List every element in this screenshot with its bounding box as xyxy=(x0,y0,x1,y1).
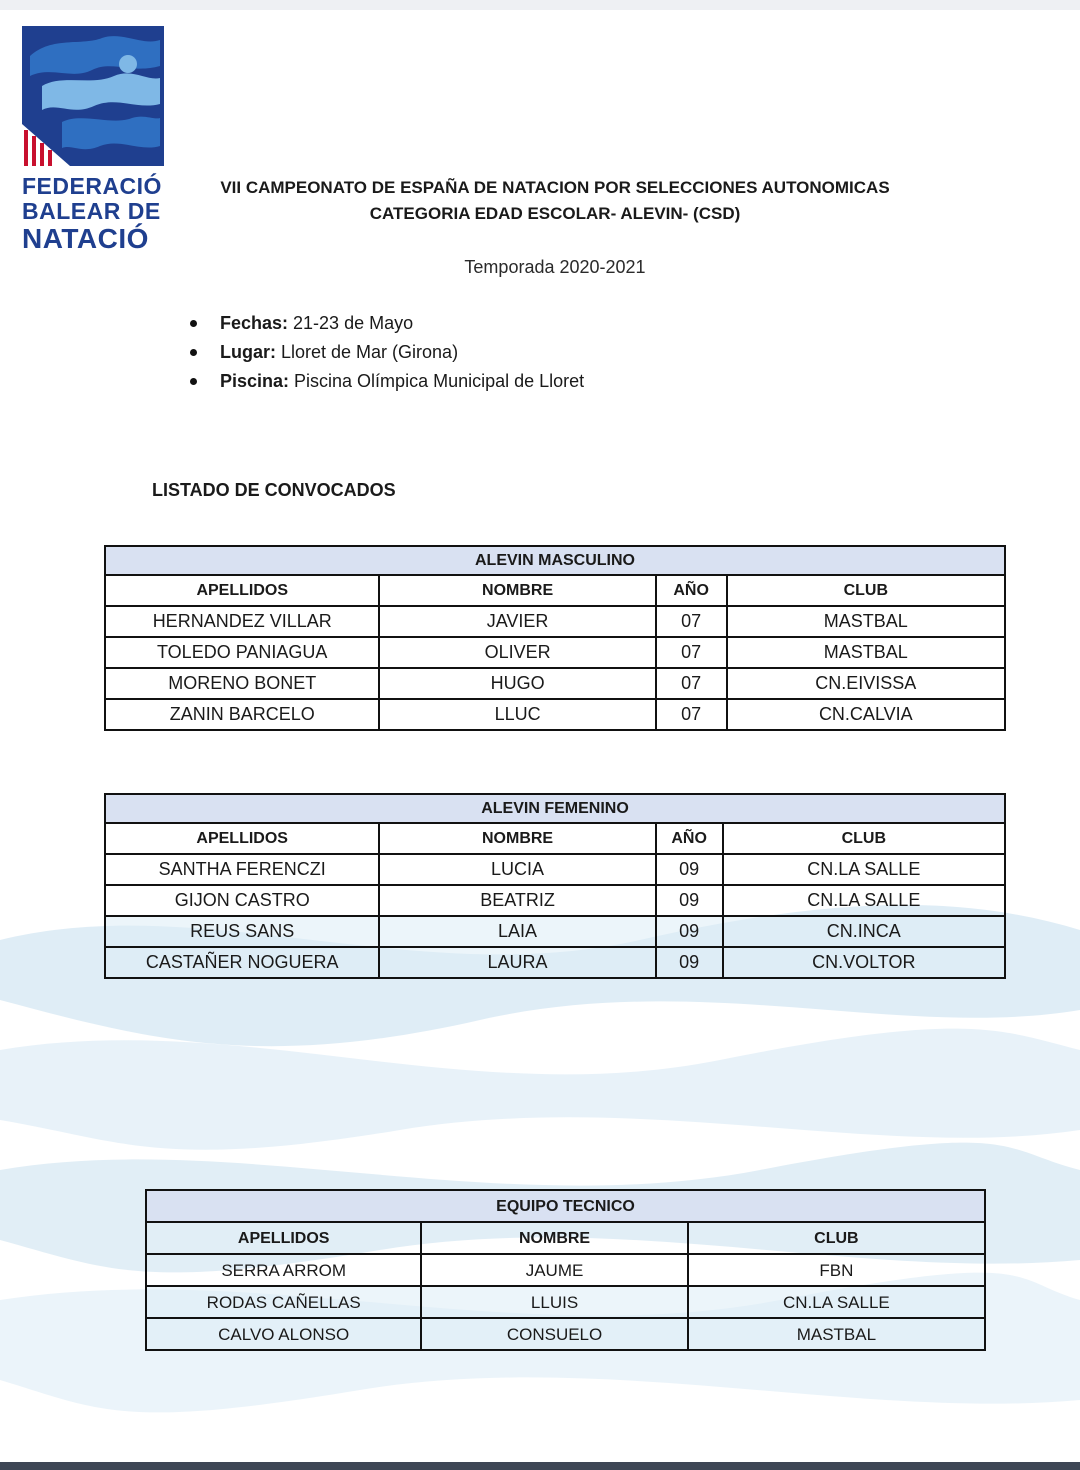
info-label: Piscina: xyxy=(220,371,290,391)
cell-club: CN.EIVISSA xyxy=(727,668,1005,699)
column-header-nombre: NOMBRE xyxy=(379,823,655,854)
document-subtitle: CATEGORIA EDAD ESCOLAR- ALEVIN- (CSD) xyxy=(369,204,741,223)
cell-nombre: OLIVER xyxy=(379,637,655,668)
cell-apellidos: MORENO BONET xyxy=(105,668,379,699)
column-header-club: CLUB xyxy=(727,575,1005,606)
info-value: Lloret de Mar (Girona) xyxy=(276,342,459,362)
bullet-icon xyxy=(190,349,197,356)
logo-line-1: FEDERACIÓ xyxy=(22,173,162,199)
equipo-tecnico-table xyxy=(145,1189,986,1351)
logo-line-2: BALEAR DE xyxy=(22,198,161,224)
info-label: Fechas: xyxy=(220,313,289,333)
cell-ano: 07 xyxy=(656,606,727,637)
cell-ano: 07 xyxy=(656,699,727,730)
column-header-nombre: NOMBRE xyxy=(421,1222,687,1254)
table-caption: ALEVIN MASCULINO xyxy=(105,546,1005,575)
cell-nombre: JAUME xyxy=(421,1254,687,1286)
cell-club: MASTBAL xyxy=(727,606,1005,637)
bullet-icon xyxy=(190,320,197,327)
cell-apellidos: SERRA ARROM xyxy=(146,1254,421,1286)
info-item-fechas xyxy=(190,310,584,339)
column-header-apellidos: APELLIDOS xyxy=(105,823,379,854)
table-row xyxy=(146,1318,985,1350)
swimmer-logo-icon xyxy=(22,26,164,166)
cell-club: CN.LA SALLE xyxy=(688,1286,985,1318)
column-header-apellidos: APELLIDOS xyxy=(105,575,379,606)
cell-ano: 09 xyxy=(656,947,723,978)
cell-apellidos: CASTAÑER NOGUERA xyxy=(105,947,379,978)
column-header-ano: AÑO xyxy=(656,575,727,606)
cell-apellidos: RODAS CAÑELLAS xyxy=(146,1286,421,1318)
table-row xyxy=(105,606,1005,637)
info-value: Piscina Olímpica Municipal de Lloret xyxy=(289,371,585,391)
document-title: VII CAMPEONATO DE ESPAÑA DE NATACION POR SELECCIONES AUTONOMICAS xyxy=(220,178,890,197)
table-row xyxy=(105,916,1005,947)
cell-club: CN.LA SALLE xyxy=(723,854,1005,885)
column-header-club: CLUB xyxy=(688,1222,985,1254)
cell-nombre: BEATRIZ xyxy=(379,885,655,916)
info-label: Lugar: xyxy=(220,342,276,362)
cell-apellidos: HERNANDEZ VILLAR xyxy=(105,606,379,637)
column-header-nombre: NOMBRE xyxy=(379,575,655,606)
info-item-lugar xyxy=(190,339,584,368)
table-caption: EQUIPO TECNICO xyxy=(146,1190,985,1222)
cell-ano: 07 xyxy=(656,637,727,668)
cell-club: MASTBAL xyxy=(727,637,1005,668)
cell-club: CN.VOLTOR xyxy=(723,947,1005,978)
bottom-bar xyxy=(0,1462,1080,1470)
season-label: Temporada 2020-2021 xyxy=(464,257,646,277)
cell-club: MASTBAL xyxy=(688,1318,985,1350)
cell-nombre: CONSUELO xyxy=(421,1318,687,1350)
cell-apellidos: TOLEDO PANIAGUA xyxy=(105,637,379,668)
event-info-list xyxy=(190,310,584,397)
cell-club: CN.INCA xyxy=(723,916,1005,947)
cell-ano: 09 xyxy=(656,885,723,916)
info-item-piscina xyxy=(190,368,584,397)
cell-apellidos: CALVO ALONSO xyxy=(146,1318,421,1350)
cell-club: CN.CALVIA xyxy=(727,699,1005,730)
info-value: 21-23 de Mayo xyxy=(288,313,414,333)
cell-nombre: LAURA xyxy=(379,947,655,978)
cell-nombre: LLUIS xyxy=(421,1286,687,1318)
federation-logo xyxy=(22,26,168,254)
table-row xyxy=(105,854,1005,885)
column-header-apellidos: APELLIDOS xyxy=(146,1222,421,1254)
cell-apellidos: REUS SANS xyxy=(105,916,379,947)
alevin-femenino-table xyxy=(104,793,1006,979)
column-header-ano: AÑO xyxy=(656,823,723,854)
table-row xyxy=(105,668,1005,699)
cell-club: CN.LA SALLE xyxy=(723,885,1005,916)
table-row xyxy=(146,1254,985,1286)
cell-nombre: JAVIER xyxy=(379,606,655,637)
cell-ano: 09 xyxy=(656,854,723,885)
alevin-masculino-table xyxy=(104,545,1006,731)
cell-ano: 07 xyxy=(656,668,727,699)
logo-line-3: NATACIÓ xyxy=(22,223,149,254)
cell-nombre: LLUC xyxy=(379,699,655,730)
cell-nombre: LAIA xyxy=(379,916,655,947)
table-row xyxy=(105,947,1005,978)
top-bar xyxy=(0,0,1080,10)
bullet-icon xyxy=(190,378,197,385)
cell-apellidos: GIJON CASTRO xyxy=(105,885,379,916)
cell-apellidos: SANTHA FERENCZI xyxy=(105,854,379,885)
cell-club: FBN xyxy=(688,1254,985,1286)
column-header-club: CLUB xyxy=(723,823,1005,854)
cell-apellidos: ZANIN BARCELO xyxy=(105,699,379,730)
table-row xyxy=(146,1286,985,1318)
logo-text xyxy=(22,174,168,254)
table-caption: ALEVIN FEMENINO xyxy=(105,794,1005,823)
cell-nombre: HUGO xyxy=(379,668,655,699)
section-title: LISTADO DE CONVOCADOS xyxy=(152,480,396,500)
table-row xyxy=(105,885,1005,916)
table-row xyxy=(105,699,1005,730)
cell-nombre: LUCIA xyxy=(379,854,655,885)
cell-ano: 09 xyxy=(656,916,723,947)
table-row xyxy=(105,637,1005,668)
